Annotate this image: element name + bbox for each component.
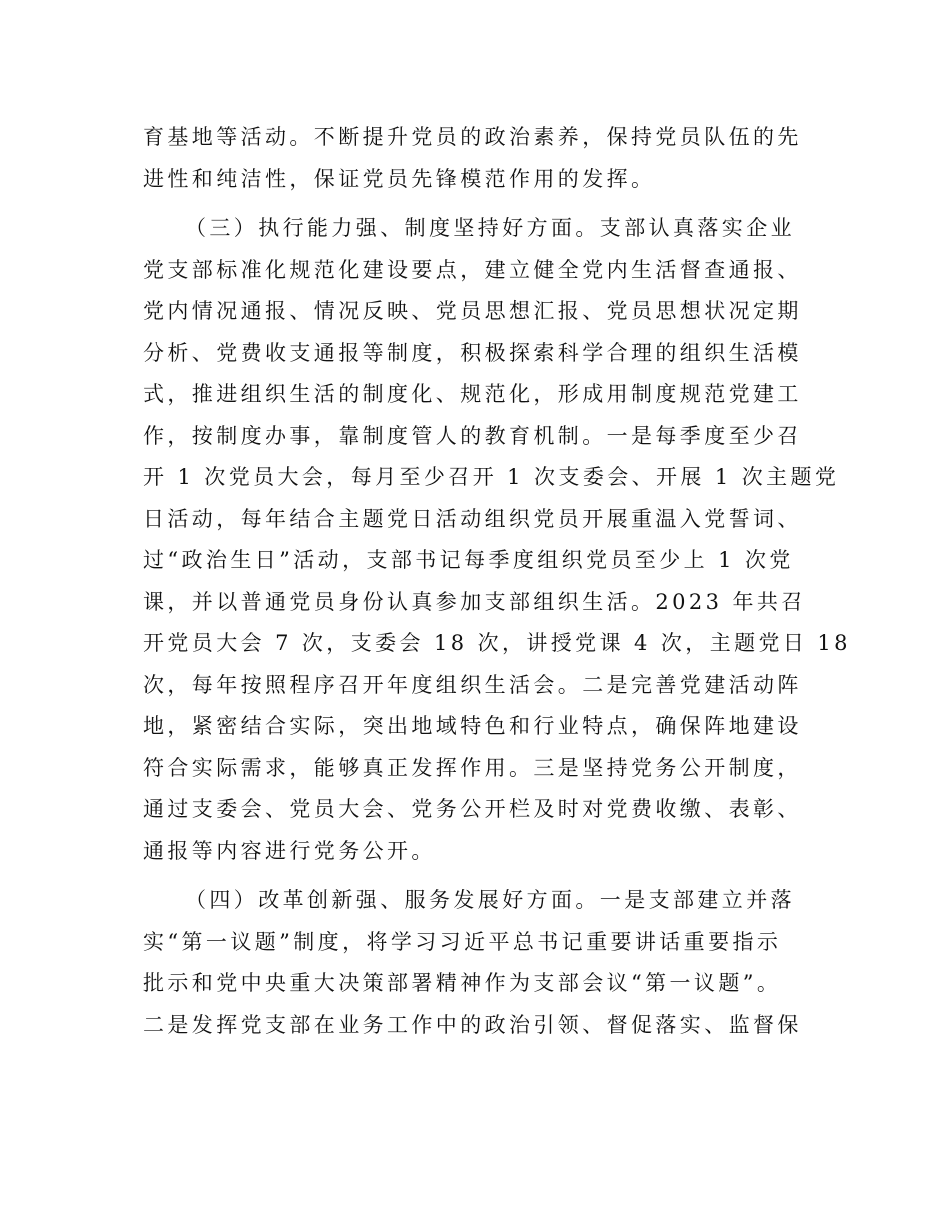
text-line: 次，每年按照程序召开年度组织生活会。二是完善党建活动阵 bbox=[143, 672, 802, 697]
text-line: 课，并以普通党员身份认真参加支部组织生活。2023 年共召 bbox=[143, 589, 806, 614]
text-line: 符合实际需求，能够真正发挥作用。三是坚持党务公开制度， bbox=[143, 755, 802, 780]
text-line: 党支部标准化规范化建设要点，建立健全党内生活督查通报、 bbox=[143, 257, 802, 282]
paragraph-spacing bbox=[143, 872, 813, 880]
text-line: 过“政治生日”活动，支部书记每季度组织党员至少上 1 次党 bbox=[143, 548, 794, 572]
text-line: 分析、党费收支通报等制度，积极探索科学合理的组织生活模 bbox=[143, 340, 802, 365]
text-line: 作，按制度办事，靠制度管人的教育机制。一是每季度至少召 bbox=[143, 423, 802, 448]
text-line: 育基地等活动。不断提升党员的政治素养，保持党员队伍的先 bbox=[143, 125, 802, 149]
section-heading-line: （三）执行能力强、制度坚持好方面。支部认真落实企业 bbox=[185, 216, 795, 240]
paragraph-section-four bbox=[143, 880, 813, 1046]
text-line: 通过支委会、党员大会、党务公开栏及时对党费收缴、表彰、 bbox=[143, 797, 802, 821]
text-line: 通报等内容进行党务公开。 bbox=[143, 838, 436, 863]
text-line: 实“第一议题”制度，将学习习近平总书记重要讲话重要指示 bbox=[143, 929, 782, 954]
section-heading-line: （四）改革创新强、服务发展好方面。一是支部建立并落 bbox=[185, 888, 795, 912]
document-body bbox=[143, 117, 851, 1046]
text-line: 开 1 次党员大会，每月至少召开 1 次支委会、开展 1 次主题党 bbox=[143, 465, 840, 489]
text-line: 地，紧密结合实际，突出地域特色和行业特点，确保阵地建设 bbox=[143, 714, 802, 738]
text-line: 式，推进组织生活的制度化、规范化，形成用制度规范党建工 bbox=[143, 382, 802, 406]
text-line: 批示和党中央重大决策部署精神作为支部会议“第一议题”。 bbox=[143, 971, 782, 995]
paragraph-continuation bbox=[143, 117, 813, 200]
text-line: 日活动，每年结合主题党日活动组织党员开展重温入党誓词、 bbox=[143, 506, 802, 531]
text-line: 党内情况通报、情况反映、党员思想汇报、党员思想状况定期 bbox=[143, 299, 802, 323]
text-line: 二是发挥党支部在业务工作中的政治引领、督促落实、监督保 bbox=[143, 1012, 802, 1037]
text-line: 进性和纯洁性，保证党员先锋模范作用的发挥。 bbox=[143, 166, 656, 191]
paragraph-section-three bbox=[143, 208, 851, 872]
paragraph-spacing bbox=[143, 200, 813, 208]
text-line: 开党员大会 7 次，支委会 18 次，讲授党课 4 次，主题党日 18 bbox=[143, 631, 851, 655]
